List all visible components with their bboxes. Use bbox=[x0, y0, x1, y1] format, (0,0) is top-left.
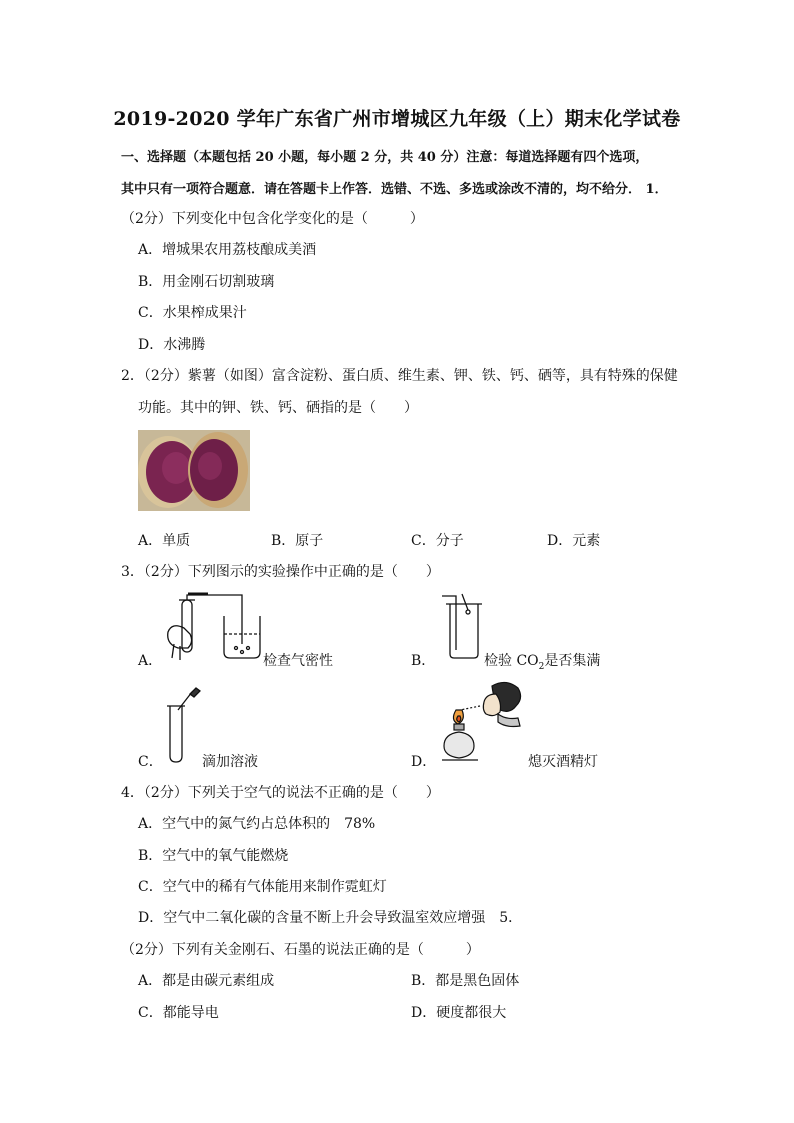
q4-option-b: B．空气中的氧气能燃烧 bbox=[138, 848, 289, 864]
q3-caption-c: 滴加溶液 bbox=[202, 754, 258, 770]
q2-stem-line-1: 2．（2分）紫薯（如图）富含淀粉、蛋白质、维生素、钾、铁、钙、硒等，具有特殊的保健 bbox=[121, 368, 678, 384]
q2-stem-line-2: 功能。其中的钾、铁、钙、硒指的是（ ） bbox=[138, 400, 418, 416]
q5-option-c: C．都能导电 bbox=[138, 1005, 219, 1021]
q3-caption-b: 检验 $CO_2$是否集满 bbox=[484, 653, 601, 672]
q1-option-a: A．增城果农用荔枝酿成美酒 bbox=[138, 242, 317, 258]
section-instructions-line-1: 一、选择题（本题包括 20 小题，每小题 2 分，共 40 分）注意：每道选择题有四个选项， bbox=[121, 150, 649, 165]
q5-option-a: A．都是由碳元素组成 bbox=[138, 973, 275, 989]
q1-option-c: C．水果榨成果汁 bbox=[138, 305, 247, 321]
q2-option-b: B．原子 bbox=[271, 533, 324, 549]
q4-stem: 4．（2分）下列关于空气的说法不正确的是（ ） bbox=[121, 785, 440, 801]
q3-stem: 3．（2分）下列图示的实验操作中正确的是（ ） bbox=[121, 564, 440, 580]
q5-option-d: D．硬度都很大 bbox=[411, 1005, 507, 1021]
q1-option-d: D．水沸腾 bbox=[138, 337, 206, 353]
q5-stem: （2分）下列有关金刚石、石墨的说法正确的是（ ） bbox=[121, 942, 480, 958]
q3-option-d: D． bbox=[411, 754, 437, 770]
section-instructions-line-2: 其中只有一项符合题意．请在答题卡上作答．选错、不选、多选或涂改不清的，均不给分． 1． bbox=[121, 182, 668, 197]
co2-collection-check-figure bbox=[438, 590, 488, 662]
airtightness-check-figure bbox=[164, 592, 264, 662]
purple-sweet-potato-image bbox=[138, 430, 250, 511]
q3-option-c: C． bbox=[138, 754, 163, 770]
q2-option-a: A．单质 bbox=[138, 533, 191, 549]
q2-option-c: C．分子 bbox=[411, 533, 464, 549]
q3-caption-a: 检查气密性 bbox=[263, 653, 333, 669]
q4-option-c: C．空气中的稀有气体能用来制作霓虹灯 bbox=[138, 879, 387, 895]
q3-caption-d: 熄灭酒精灯 bbox=[528, 754, 598, 770]
page-title: 2019-2020 学年广东省广州市增城区九年级（上）期末化学试卷 bbox=[113, 108, 681, 130]
dropper-test-tube-figure bbox=[164, 686, 204, 764]
q1-option-b: B．用金刚石切割玻璃 bbox=[138, 274, 275, 290]
q2-option-d: D．元素 bbox=[547, 533, 601, 549]
q4-option-d: D．空气中二氧化碳的含量不断上升会导致温室效应增强 5． bbox=[138, 910, 523, 926]
q3-option-a: A． bbox=[138, 653, 163, 669]
q1-stem: （2分）下列变化中包含化学变化的是（ ） bbox=[121, 211, 424, 227]
q5-option-b: B．都是黑色固体 bbox=[411, 973, 520, 989]
q4-option-a: A．空气中的氮气约占总体积的 78% bbox=[138, 816, 376, 832]
blowing-out-alcohol-lamp-figure bbox=[440, 680, 526, 768]
q3-option-b: B． bbox=[411, 653, 436, 669]
